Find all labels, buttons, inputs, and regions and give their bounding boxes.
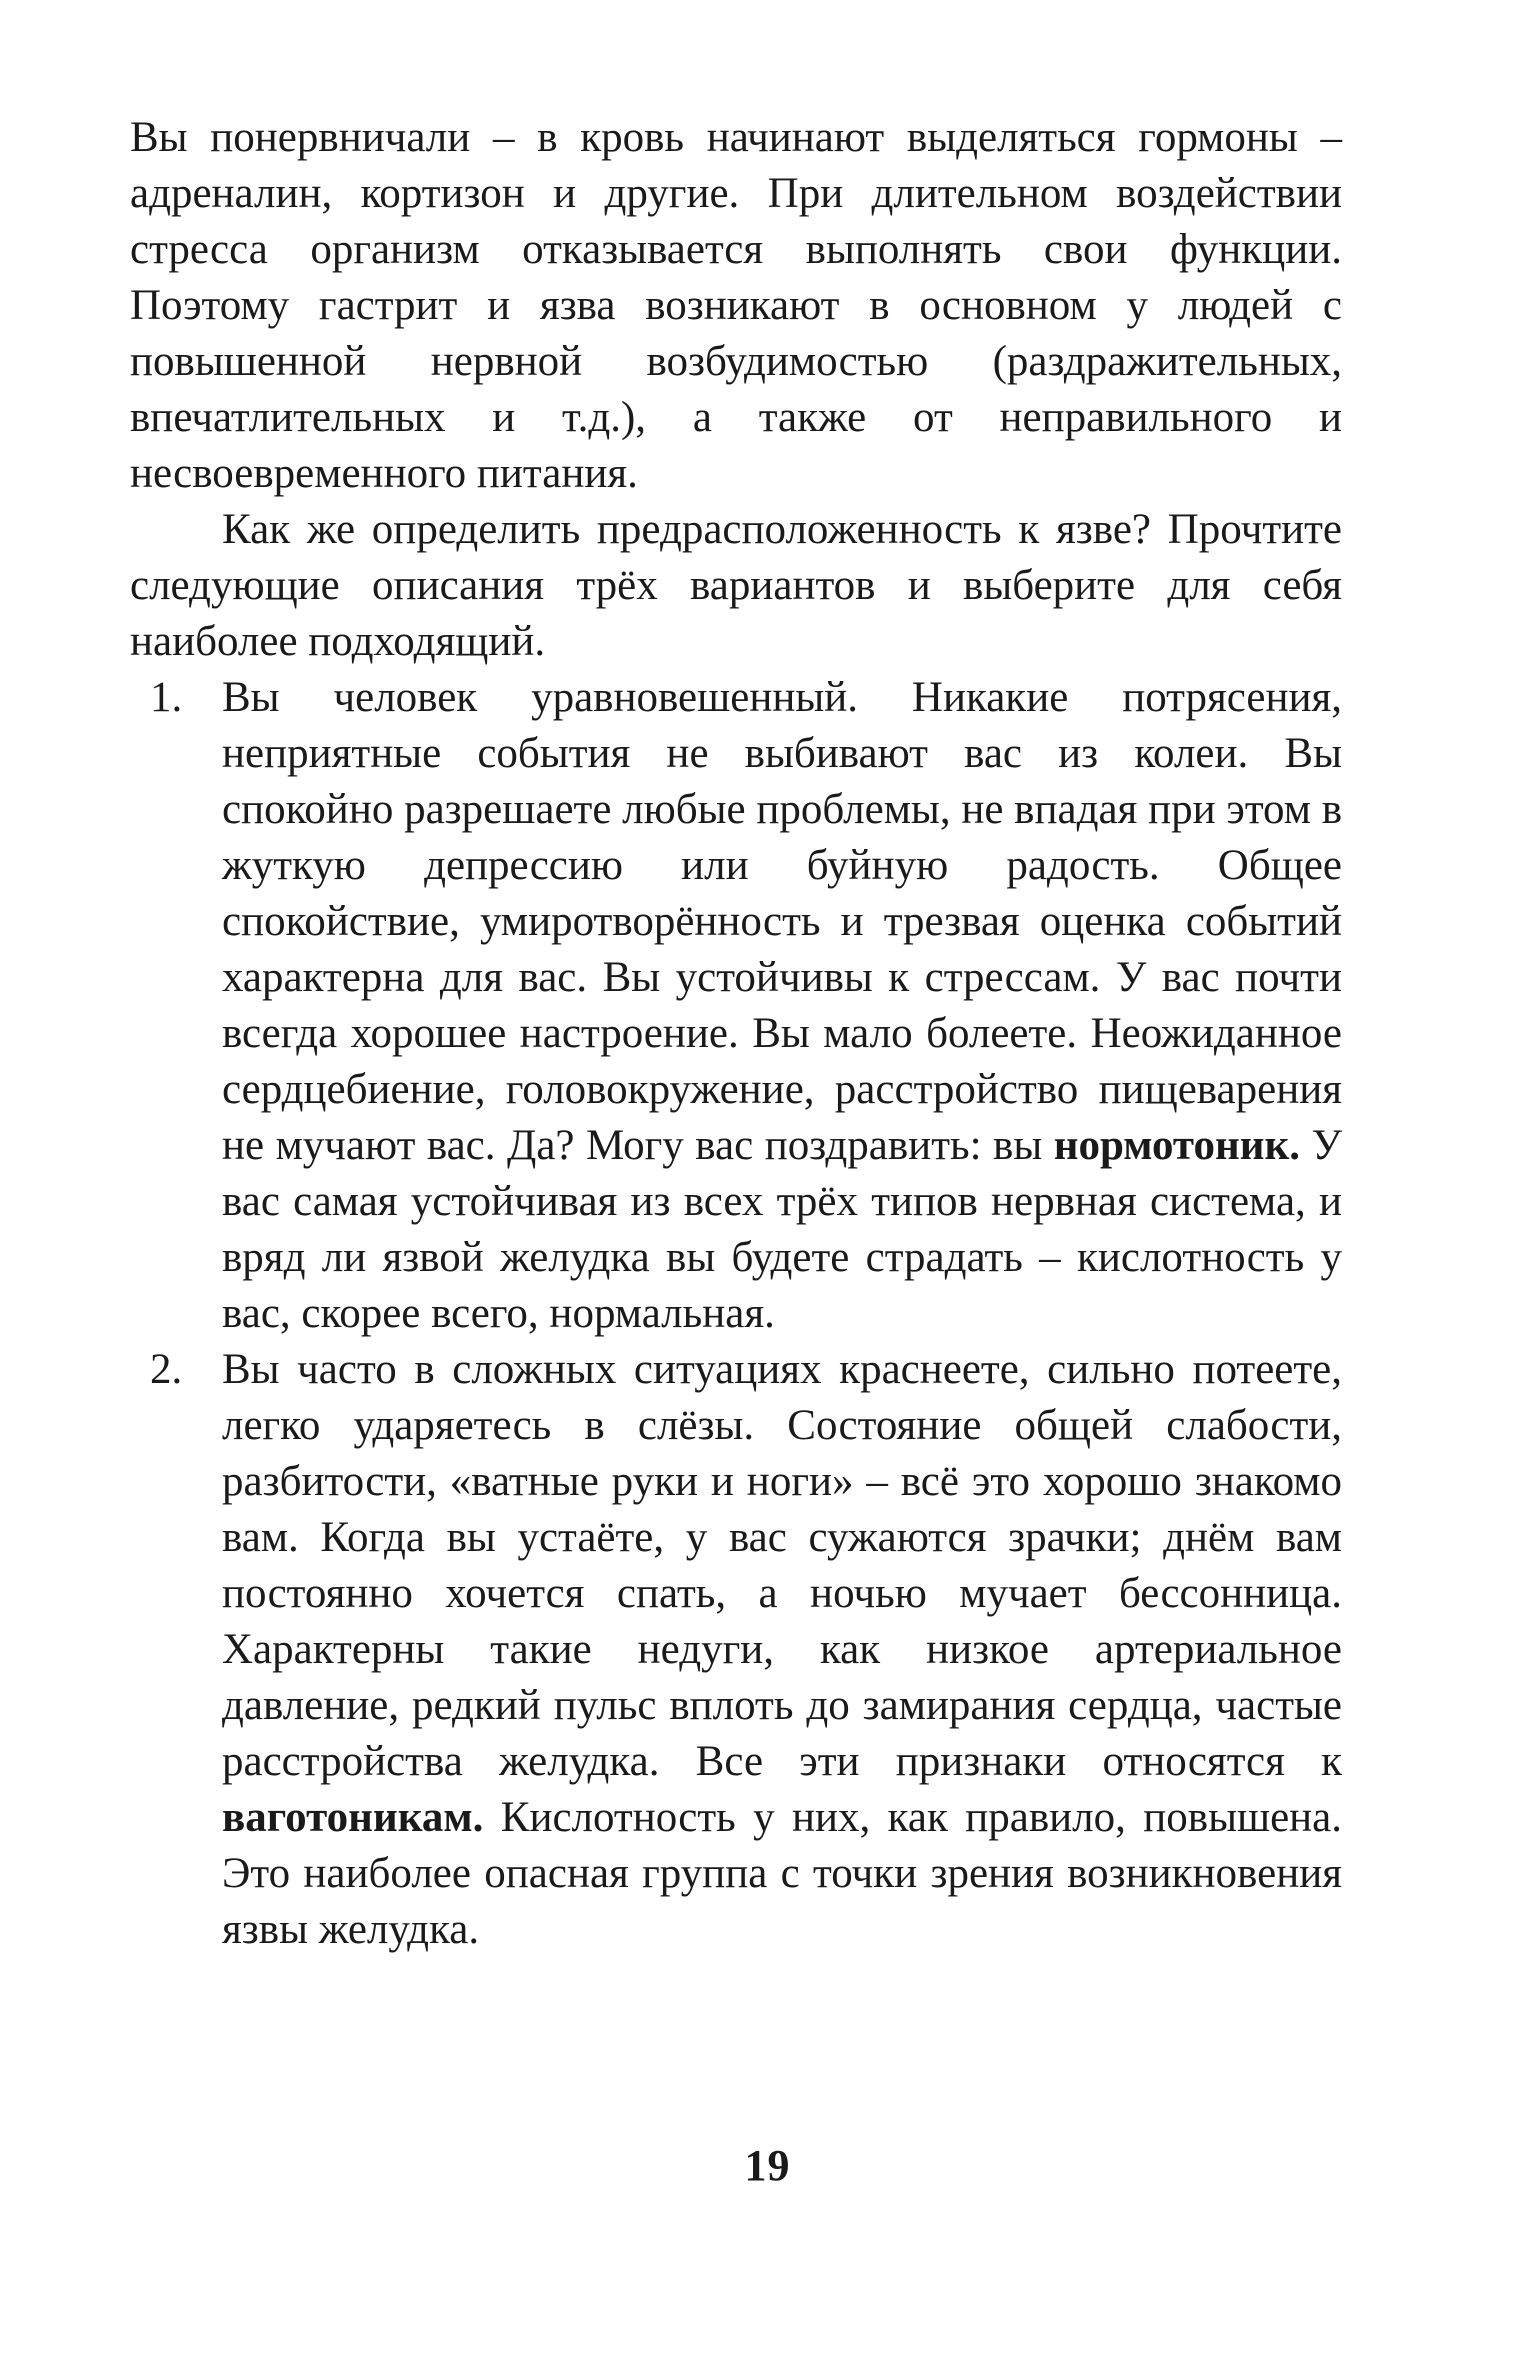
numbered-list xyxy=(130,670,1342,1958)
list-item-text xyxy=(222,674,1342,1337)
paragraph: Как же определить предрасположенность к язве? Прочтите следующие описания трёх вариантов и выберите для себя наиболее подходящий. xyxy=(130,506,1342,665)
term-vagotonic: ваготоникам. xyxy=(222,1794,484,1841)
list-item-text-end: Кислотность у них, как правило, повышена. Это наиболее опасная группа с точки зрения возникновения язвы желудка. xyxy=(222,1794,1342,1953)
list-item-number: 2. xyxy=(150,1346,183,1393)
list-item xyxy=(130,1342,1342,1958)
list-item-text-start: Вы человек уравновешенный. Никакие потрясения, неприятные события не выбивают вас из колеи. Вы спокойно разрешаете любые проблемы, не впадая при этом в жуткую депрессию или буйную радость. Общее спокойствие, умиротворённость и трезвая оценка событий характерна для вас. Вы устойчивы к стрессам. У вас почти всегда хорошее настроение. Вы мало болеете. Неожиданное сердцебиение, головокружение, расстройство пищеварения не мучают вас. Да? Могу вас поздравить: вы xyxy=(222,674,1342,1169)
list-item-text-start: Вы часто в сложных ситуациях краснеете, сильно потеете, легко ударяетесь в слёзы. Состояние общей слабости, разбитости, «ватные руки и ноги» – всё это хорошо знакомо вам. Когда вы устаёте, у вас сужаются зрачки; днём вам постоянно хочется спать, а ночью мучает бессонница. Характерны такие недуги, как низкое артериальное давление, редкий пульс вплоть до замирания сердца, частые расстройства желудка. Все эти признаки относятся к xyxy=(222,1346,1342,1785)
page-body xyxy=(130,110,1342,1958)
paragraph: Вы понервничали – в кровь начинают выделяться гормоны – адреналин, кортизон и другие. При длительном воздействии стресса организм отказывается выполнять свои функции. Поэтому гастрит и язва возникают в основном у людей с повышенной нервной возбудимостью (раздражительных, впечатлительных и т.д.), а также от неправильного и несвоевременного питания. xyxy=(130,114,1342,497)
page-number: 19 xyxy=(744,2141,791,2190)
list-item-text xyxy=(222,1346,1342,1953)
term-normotonic: нормотоник. xyxy=(1053,1122,1301,1169)
list-item xyxy=(130,670,1342,1342)
list-item-number: 1. xyxy=(150,674,183,721)
list-item-text-end: У вас самая устойчивая из всех трёх типов нервная система, и вряд ли язвой желудка вы будете страдать – кислотность у вас, скорее всего, нормальная. xyxy=(222,1122,1342,1337)
